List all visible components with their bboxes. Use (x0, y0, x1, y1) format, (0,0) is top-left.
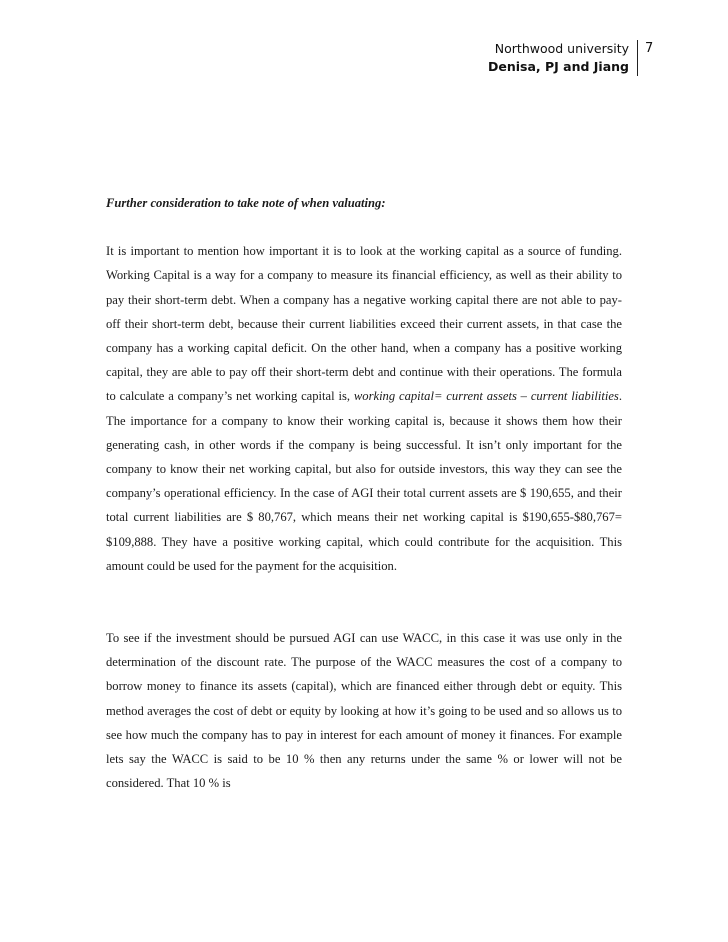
page-number: 7 (645, 41, 654, 56)
paragraph-wacc: To see if the investment should be pursued AGI can use WACC, in this case it was use only in the determination of the discount rate. The purpose of the WACC measures the cost of a company to borrow money to finance its assets (capital), which are financed either through debt or equity. This method averages the cost of debt or equity by looking at how it’s going to be used and so allows us to see how much the company has to pay in interest for each amount of money it finances. For example lets say the WACC is said to be 10 % then any returns under the same % or lower will not be considered. That 10 % is (106, 631, 622, 791)
paragraph-working-capital (106, 239, 622, 578)
paragraph-text-part: It is important to mention how important it is to look at the working capital as a source of funding. Working Capital is a way for a company to measure its financial efficiency, as well as their ability to pay their short-term debt. When a company has a negative working capital there are not able to pay-off their short-term debt, because their current liabilities exceed their current assets, in that case the company has a working capital deficit. On the other hand, when a company has a positive working capital, they are able to pay off their short-term debt and continue with their operations. The formula to calculate a company’s net working capital is, (106, 244, 622, 404)
paragraph-text-part: . The importance for a company to know their working capital is, because it shows them how their generating cash, in other words if the company is being successful. It isn’t only important for the company to know their net working capital, but also for outside investors, this way they can see the company’s operational efficiency. In the case of AGI their total current assets are $ 190,655, and their total current liabilities are $ 80,767, which means their net working capital is $190,655-$80,767= $109,888. They have a positive working capital, which could contribute for the acquisition. This amount could be used for the payment for the acquisition. (106, 389, 622, 573)
header-university: Northwood university (494, 41, 629, 56)
document-body (106, 191, 622, 795)
section-heading: Further consideration to take note of when valuating: (106, 196, 386, 210)
formula-text: working capital= current assets – current liabilities (353, 389, 619, 404)
running-header (488, 40, 638, 76)
header-authors: Denisa, PJ and Jiang (487, 59, 629, 74)
